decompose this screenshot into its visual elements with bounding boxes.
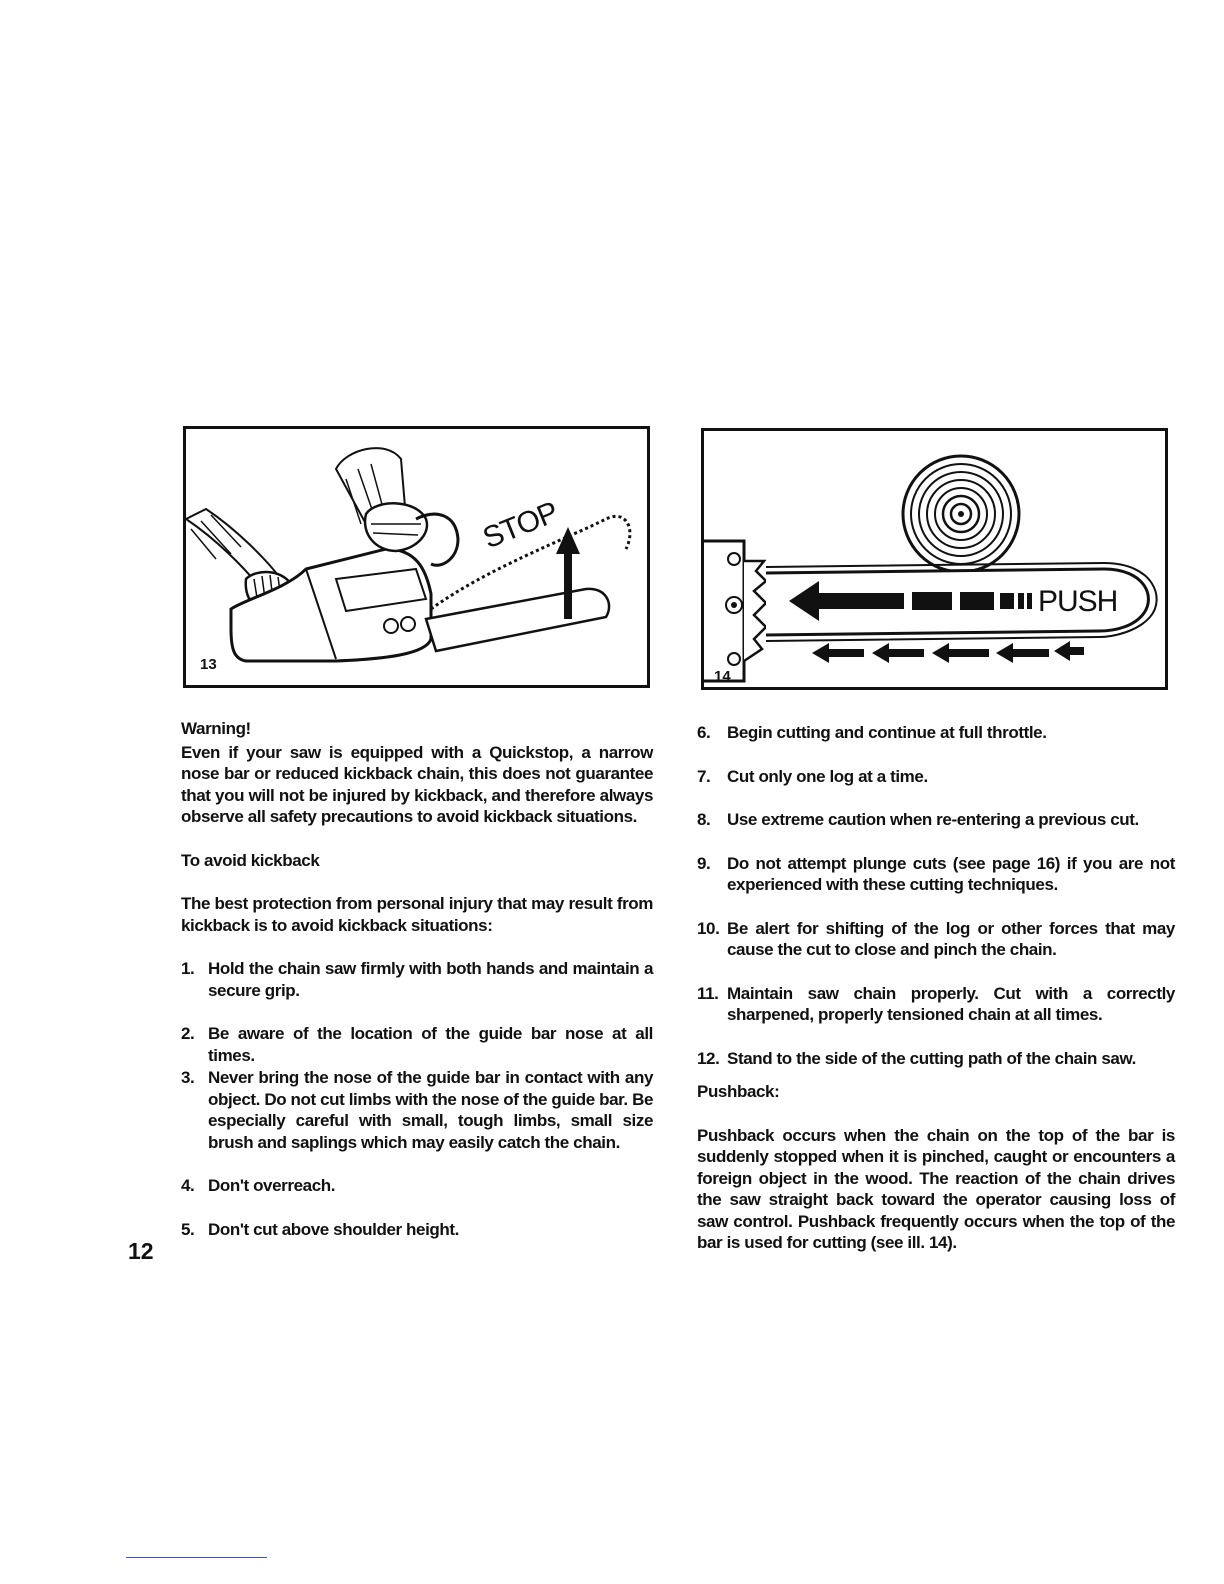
list-item-number: 4. — [181, 1176, 195, 1195]
list-item — [697, 766, 1175, 788]
list-item-text: Hold the chain saw firmly with both hands and maintain a secure grip. — [208, 959, 653, 1000]
log-rings — [903, 456, 1019, 572]
list-item-text: Never bring the nose of the guide bar in contact with any object. Do not cut limbs with the nose of the guide bar. Be especially careful with small, tough limbs, small size brush and saplings which may easily catch the chain. — [208, 1068, 653, 1152]
list-item — [697, 722, 1175, 744]
list-item-number: 1. — [181, 959, 195, 978]
left-column — [181, 718, 653, 1240]
figure-14-pushback-illustration — [701, 428, 1168, 690]
avoid-kickback-intro: The best protection from personal injury that may result from kickback is to avoid kickback situations: — [181, 894, 653, 935]
list-item — [697, 983, 1175, 1026]
list-item-text: Don't cut above shoulder height. — [208, 1219, 459, 1239]
list-item-number: 2. — [181, 1024, 195, 1043]
list-item-text: Be aware of the location of the guide bar nose at all times. — [208, 1024, 653, 1065]
list-item-text: Maintain saw chain properly. Cut with a correctly sharpened, properly tensioned chain at all times. — [727, 983, 1175, 1024]
footer-rule — [126, 1557, 267, 1558]
list-item-number: 10. — [697, 918, 720, 938]
stop-label: STOP — [478, 495, 563, 556]
pushback-text: Pushback occurs when the chain on the top of the bar is suddenly stopped when it is pinched, caught or encounters a foreign object in the wood. The reaction of the chain drives the saw straight back toward the operator causing loss of saw control. Pushback frequently occurs when the top of the bar is used for cutting (see ill. 14). — [697, 1125, 1175, 1252]
list-item-number: 9. — [697, 853, 711, 873]
list-item — [697, 853, 1175, 896]
list-item-number: 5. — [181, 1219, 195, 1239]
list-item-number: 6. — [697, 723, 711, 742]
pushback-heading: Pushback: — [697, 1082, 780, 1101]
list-item — [181, 1067, 653, 1153]
chainsaw-stop-drawing — [186, 429, 647, 685]
list-item — [697, 918, 1175, 961]
list-item-text: Don't overreach. — [208, 1176, 336, 1195]
warning-text: Even if your saw is equipped with a Quickstop, a narrow nose bar or reduced kickback chain, this does not guarantee that you will not be injured by kickback, and therefore always observe all safety precautions to avoid kickback situations. — [181, 742, 653, 826]
list-item — [181, 1219, 653, 1241]
pushback-drawing — [704, 431, 1165, 687]
list-item — [697, 1048, 1175, 1070]
list-item-number: 7. — [697, 766, 711, 786]
list-item-number: 8. — [697, 810, 711, 829]
list-item-text: Stand to the side of the cutting path of the chain saw. — [727, 1048, 1136, 1068]
list-item — [181, 1175, 653, 1197]
figure-13-kickback-illustration — [183, 426, 650, 688]
warning-heading: Warning! — [181, 719, 251, 738]
push-label: PUSH — [1038, 585, 1118, 618]
figure-14-number: 14 — [714, 668, 731, 685]
list-item-number: 12. — [697, 1048, 720, 1068]
list-item-text: Be alert for shifting of the log or other forces that may cause the cut to close and pinch the chain. — [727, 918, 1175, 959]
list-item — [697, 809, 1175, 831]
list-item — [181, 1023, 653, 1066]
right-column — [697, 722, 1175, 1254]
list-item-text: Use extreme caution when re-entering a previous cut. — [727, 810, 1139, 829]
list-item-number: 3. — [181, 1068, 195, 1087]
avoid-kickback-heading: To avoid kickback — [181, 850, 320, 870]
list-item-text: Cut only one log at a time. — [727, 766, 928, 786]
list-item-text: Begin cutting and continue at full throttle. — [727, 723, 1047, 742]
page-number: 12 — [128, 1238, 154, 1264]
list-item — [181, 958, 653, 1001]
figure-13-number: 13 — [200, 656, 217, 673]
list-item-number: 11. — [697, 983, 719, 1003]
list-item-text: Do not attempt plunge cuts (see page 16) if you are not experienced with these cutting techniques. — [727, 853, 1175, 894]
